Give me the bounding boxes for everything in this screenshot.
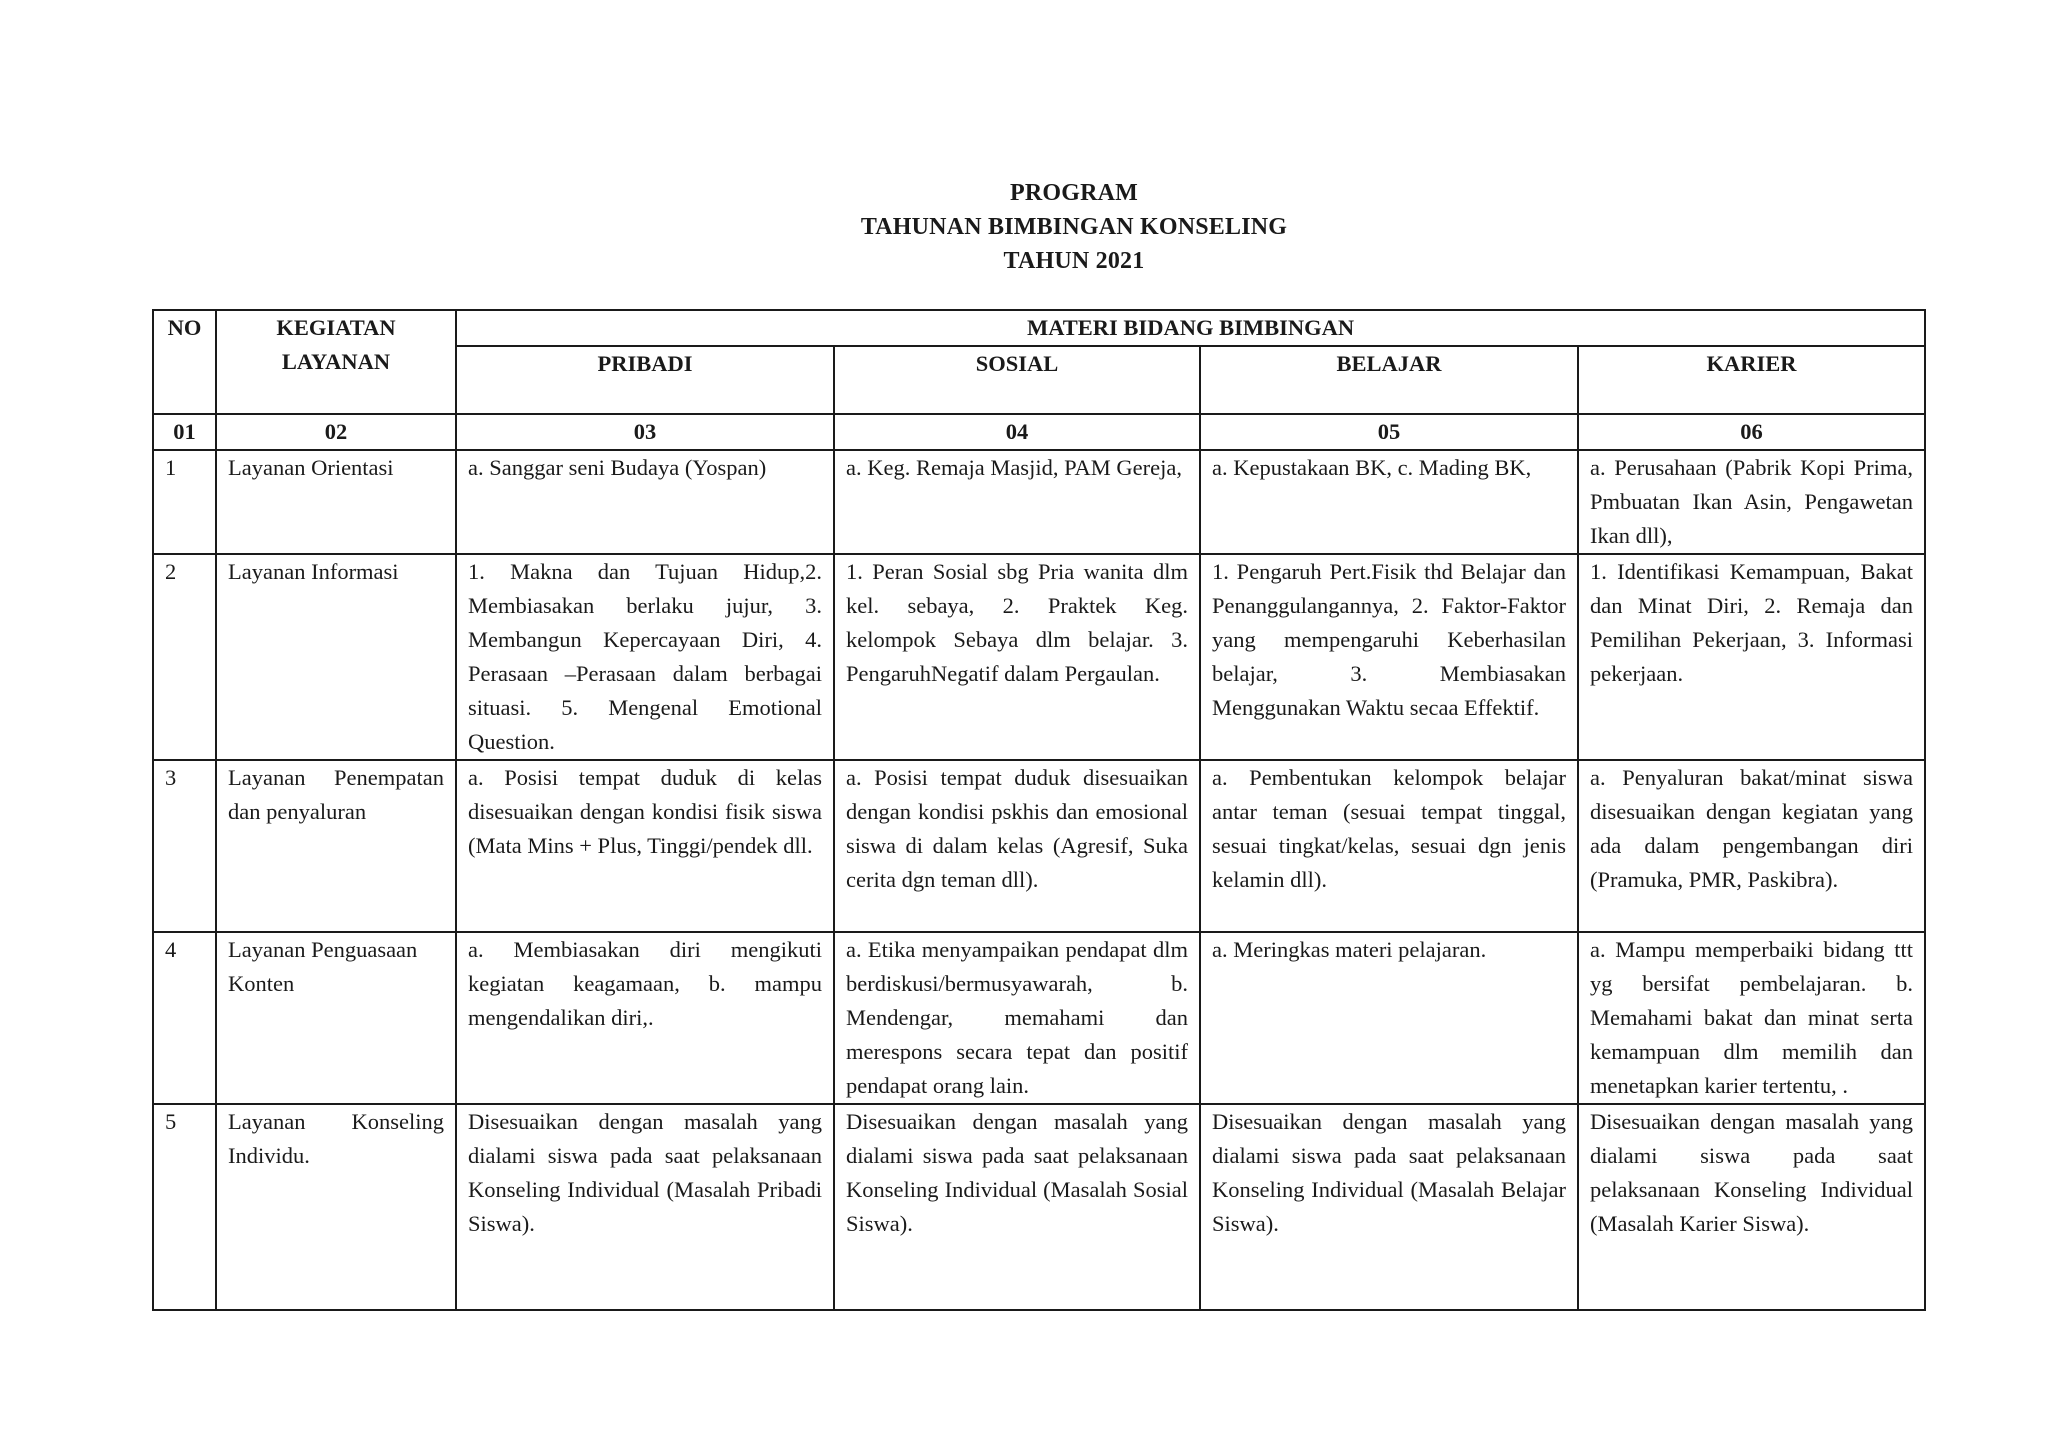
kegiatan-cell: Layanan Konseling Individu.	[216, 1104, 456, 1310]
table-row	[153, 450, 1925, 554]
row-number: 1	[153, 450, 216, 554]
row-number: 3	[153, 760, 216, 932]
header-sosial: SOSIAL	[834, 346, 1200, 414]
header-belajar: BELAJAR	[1200, 346, 1578, 414]
belajar-cell: a. Pembentukan kelompok belajar antar teman (sesuai tempat tinggal, sesuai tingkat/kelas, sesuai dgn jenis kelamin dll).	[1200, 760, 1578, 932]
belajar-cell: 1. Pengaruh Pert.Fisik thd Belajar dan Penanggulangannya, 2. Faktor-Faktor yang mempengaruhi Keberhasilan belajar, 3. Membiasakan Menggunakan Waktu secaa Effektif.	[1200, 554, 1578, 760]
title-line-3: TAHUN 2021	[1003, 248, 1145, 274]
sosial-cell: 1. Peran Sosial sbg Pria wanita dlm kel. sebaya, 2. Praktek Keg. kelompok Sebaya dlm belajar. 3. PengaruhNegatif dalam Pergaulan.	[834, 554, 1200, 760]
column-number: 03	[456, 414, 834, 450]
row-number: 5	[153, 1104, 216, 1310]
kegiatan-cell: Layanan Penguasaan Konten	[216, 932, 456, 1104]
header-materi-bidang-bimbingan: MATERI BIDANG BIMBINGAN	[456, 310, 1925, 346]
row-number: 2	[153, 554, 216, 760]
kegiatan-cell: Layanan Orientasi	[216, 450, 456, 554]
header-karier: KARIER	[1578, 346, 1925, 414]
column-number-row	[153, 414, 1925, 450]
title-line-1: PROGRAM	[1009, 180, 1139, 206]
header-no: NO	[153, 310, 216, 414]
pribadi-cell: a. Sanggar seni Budaya (Yospan)	[456, 450, 834, 554]
karier-cell: a. Penyaluran bakat/minat siswa disesuaikan dengan kegiatan yang ada dalam pengembangan diri (Pramuka, PMR, Paskibra).	[1578, 760, 1925, 932]
pribadi-cell: a. Membiasakan diri mengikuti kegiatan keagamaan, b. mampu mengendalikan diri,.	[456, 932, 834, 1104]
pribadi-cell: a. Posisi tempat duduk di kelas disesuaikan dengan kondisi fisik siswa (Mata Mins + Plus, Tinggi/pendek dll.	[456, 760, 834, 932]
column-number: 04	[834, 414, 1200, 450]
karier-cell: a. Perusahaan (Pabrik Kopi Prima, Pmbuatan Ikan Asin, Pengawetan Ikan dll),	[1578, 450, 1925, 554]
table-row	[153, 1104, 1925, 1310]
sosial-cell: a. Posisi tempat duduk disesuaikan dengan kondisi pskhis dan emosional siswa di dalam kelas (Agresif, Suka cerita dgn teman dll).	[834, 760, 1200, 932]
kegiatan-cell: Layanan Informasi	[216, 554, 456, 760]
sosial-cell: Disesuaikan dengan masalah yang dialami siswa pada saat pelaksanaan Konseling Individual (Masalah Sosial Siswa).	[834, 1104, 1200, 1310]
sosial-cell: a. Etika menyampaikan pendapat dlm berdiskusi/bermusyawarah, b. Mendengar, memahami dan merespons secara tepat dan positif pendapat orang lain.	[834, 932, 1200, 1104]
header-pribadi: PRIBADI	[456, 346, 834, 414]
karier-cell: a. Mampu memperbaiki bidang ttt yg bersifat pembelajaran. b. Memahami bakat dan minat serta kemampuan dlm memilih dan menetapkan karier tertentu, .	[1578, 932, 1925, 1104]
belajar-cell: a. Kepustakaan BK, c. Mading BK,	[1200, 450, 1578, 554]
title-line-2: TAHUNAN BIMBINGAN KONSELING	[860, 214, 1288, 240]
column-number: 01	[153, 414, 216, 450]
karier-cell: 1. Identifikasi Kemampuan, Bakat dan Minat Diri, 2. Remaja dan Pemilihan Pekerjaan, 3. Informasi pekerjaan.	[1578, 554, 1925, 760]
pribadi-cell: 1. Makna dan Tujuan Hidup,2. Membiasakan berlaku jujur, 3. Membangun Kepercayaan Diri, 4. Perasaan –Perasaan dalam berbagai situasi. 5. Mengenal Emotional Question.	[456, 554, 834, 760]
program-table	[152, 309, 1926, 1311]
row-number: 4	[153, 932, 216, 1104]
column-number: 02	[216, 414, 456, 450]
pribadi-cell: Disesuaikan dengan masalah yang dialami siswa pada saat pelaksanaan Konseling Individual (Masalah Pribadi Siswa).	[456, 1104, 834, 1310]
table-row	[153, 760, 1925, 932]
column-number: 05	[1200, 414, 1578, 450]
header-kegiatan-layanan: KEGIATAN LAYANAN	[216, 310, 456, 414]
belajar-cell: Disesuaikan dengan masalah yang dialami siswa pada saat pelaksanaan Konseling Individual (Masalah Belajar Siswa).	[1200, 1104, 1578, 1310]
document-title	[0, 176, 2048, 278]
kegiatan-cell: Layanan Penempatan dan penyaluran	[216, 760, 456, 932]
column-number: 06	[1578, 414, 1925, 450]
table-row	[153, 932, 1925, 1104]
karier-cell: Disesuaikan dengan masalah yang dialami siswa pada saat pelaksanaan Konseling Individual (Masalah Karier Siswa).	[1578, 1104, 1925, 1310]
belajar-cell: a. Meringkas materi pelajaran.	[1200, 932, 1578, 1104]
table-row	[153, 554, 1925, 760]
sosial-cell: a. Keg. Remaja Masjid, PAM Gereja,	[834, 450, 1200, 554]
